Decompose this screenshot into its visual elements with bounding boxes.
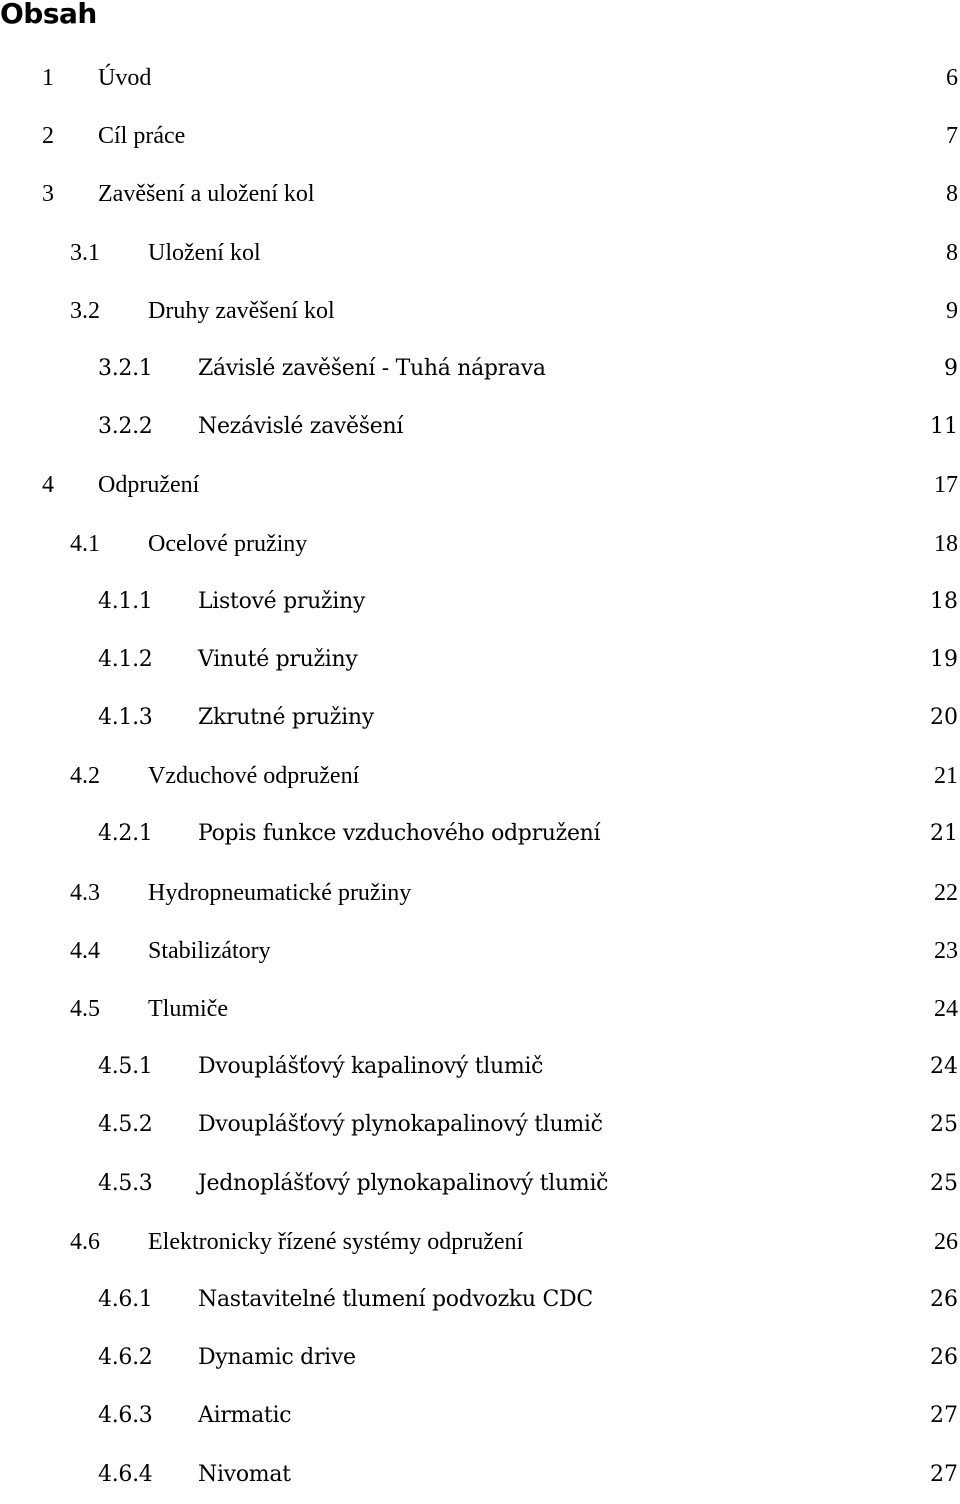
toc-entry-number: 2	[42, 123, 54, 150]
toc-entry[interactable]	[0, 1329, 960, 1387]
toc-entry-number: 4.4	[70, 937, 100, 964]
toc-entry-number: 4.3	[70, 879, 100, 906]
toc-entry-page: 25	[930, 1170, 958, 1196]
toc-entry-number: 4.6.2	[98, 1345, 153, 1371]
toc-entry-label: Elektronicky řízené systémy odpružení	[148, 1228, 524, 1255]
toc-entry-label: Airmatic	[198, 1403, 292, 1429]
toc-entry[interactable]	[0, 107, 960, 165]
toc-entry-number: 4	[42, 472, 54, 499]
toc-entry-page: 24	[930, 1054, 958, 1080]
toc-entry-page: 19	[930, 646, 958, 672]
toc-entry-label: Listové pružiny	[198, 588, 365, 614]
toc-entry-page: 7	[946, 123, 958, 150]
toc-entry[interactable]	[0, 515, 960, 573]
toc-entry-page: 8	[946, 239, 958, 266]
toc-entry-label: Dvouplášťový kapalinový tlumič	[198, 1054, 544, 1080]
toc-entry-number: 3.1	[70, 239, 100, 266]
toc-entry[interactable]	[0, 1446, 960, 1504]
toc-entry[interactable]	[0, 864, 960, 922]
toc-entry[interactable]	[0, 340, 960, 398]
toc-entry-page: 8	[946, 181, 958, 208]
toc-entry-label: Hydropneumatické pružiny	[148, 879, 412, 906]
toc-entry-page: 27	[930, 1403, 958, 1429]
toc-entry-page: 26	[934, 1228, 958, 1255]
toc-entry-number: 4.5.2	[98, 1112, 153, 1138]
toc-entry[interactable]	[0, 922, 960, 980]
toc-entry-number: 4.1	[70, 530, 100, 557]
toc-entry-number: 4.5.1	[98, 1054, 153, 1080]
toc-entry-label: Nastavitelné tlumení podvozku CDC	[198, 1286, 593, 1312]
toc-entry[interactable]	[0, 689, 960, 747]
toc-entry[interactable]	[0, 398, 960, 456]
table-of-contents	[0, 49, 960, 1504]
toc-entry-label: Zkrutné pružiny	[198, 705, 374, 731]
toc-entry-number: 1	[42, 65, 54, 91]
toc-entry-label: Nivomat	[198, 1461, 291, 1487]
toc-entry-page: 24	[934, 996, 958, 1022]
toc-entry[interactable]	[0, 165, 960, 223]
toc-entry[interactable]	[0, 224, 960, 282]
toc-entry-label: Druhy zavěšení kol	[148, 297, 335, 324]
toc-entry-label: Vzduchové odpružení	[148, 763, 360, 790]
toc-entry-page: 9	[944, 355, 958, 381]
toc-entry-page: 21	[930, 821, 958, 847]
toc-entry-label: Úvod	[98, 65, 152, 91]
toc-entry[interactable]	[0, 747, 960, 805]
toc-entry-number: 3.2.1	[98, 355, 153, 381]
toc-entry[interactable]	[0, 456, 960, 514]
toc-entry-page: 11	[930, 414, 958, 440]
toc-entry-label: Uložení kol	[148, 239, 261, 266]
toc-entry-number: 4.6.4	[98, 1461, 153, 1487]
toc-entry-number: 4.5.3	[98, 1170, 153, 1196]
toc-entry-number: 3	[42, 181, 54, 208]
toc-entry[interactable]	[0, 1155, 960, 1213]
toc-entry-number: 3.2	[70, 297, 100, 324]
toc-entry-label: Cíl práce	[98, 123, 186, 150]
toc-entry-page: 18	[934, 530, 958, 557]
toc-entry-number: 4.2	[70, 763, 100, 790]
toc-entry[interactable]	[0, 1213, 960, 1271]
toc-entry[interactable]	[0, 282, 960, 340]
toc-entry-number: 4.6.1	[98, 1286, 153, 1312]
toc-entry[interactable]	[0, 1387, 960, 1445]
toc-entry-label: Závislé zavěšení - Tuhá náprava	[198, 355, 546, 381]
toc-entry-label: Ocelové pružiny	[148, 530, 308, 557]
toc-entry-page: 23	[934, 937, 958, 964]
toc-entry-page: 18	[930, 588, 958, 614]
toc-entry-page: 21	[934, 763, 958, 790]
toc-entry-page: 9	[946, 297, 958, 324]
toc-entry-label: Vinuté pružiny	[198, 646, 358, 672]
toc-entry[interactable]	[0, 631, 960, 689]
toc-entry-page: 26	[930, 1286, 958, 1312]
toc-entry[interactable]	[0, 805, 960, 863]
toc-entry-label: Tlumiče	[148, 996, 228, 1022]
toc-entry-label: Popis funkce vzduchového odpružení	[198, 821, 601, 847]
toc-entry-number: 4.1.1	[98, 588, 153, 614]
toc-entry-page: 26	[930, 1345, 958, 1371]
toc-entry-number: 4.6	[70, 1228, 100, 1255]
toc-entry-page: 20	[930, 705, 958, 731]
toc-entry-page: 17	[934, 472, 958, 499]
toc-entry[interactable]	[0, 49, 960, 107]
toc-entry[interactable]	[0, 1038, 960, 1096]
toc-entry[interactable]	[0, 573, 960, 631]
toc-entry[interactable]	[0, 1096, 960, 1154]
toc-entry-page: 27	[930, 1461, 958, 1487]
toc-entry-label: Dvouplášťový plynokapalinový tlumič	[198, 1112, 603, 1138]
toc-entry-label: Dynamic drive	[198, 1345, 356, 1371]
toc-entry-page: 25	[930, 1112, 958, 1138]
toc-entry[interactable]	[0, 1271, 960, 1329]
toc-entry-label: Odpružení	[98, 472, 200, 499]
toc-entry-page: 22	[934, 879, 958, 906]
toc-entry-number: 4.5	[70, 996, 100, 1022]
page-title: Obsah	[0, 0, 97, 30]
toc-entry[interactable]	[0, 980, 960, 1038]
toc-entry-label: Nezávislé zavěšení	[198, 414, 404, 440]
toc-entry-number: 4.2.1	[98, 821, 153, 847]
toc-entry-number: 4.1.2	[98, 646, 153, 672]
toc-entry-number: 4.1.3	[98, 705, 153, 731]
toc-entry-label: Stabilizátory	[148, 937, 271, 964]
toc-entry-number: 4.6.3	[98, 1403, 153, 1429]
toc-entry-page: 6	[946, 65, 958, 91]
toc-entry-number: 3.2.2	[98, 414, 153, 440]
toc-entry-label: Jednoplášťový plynokapalinový tlumič	[198, 1170, 609, 1196]
toc-entry-label: Zavěšení a uložení kol	[98, 181, 315, 208]
